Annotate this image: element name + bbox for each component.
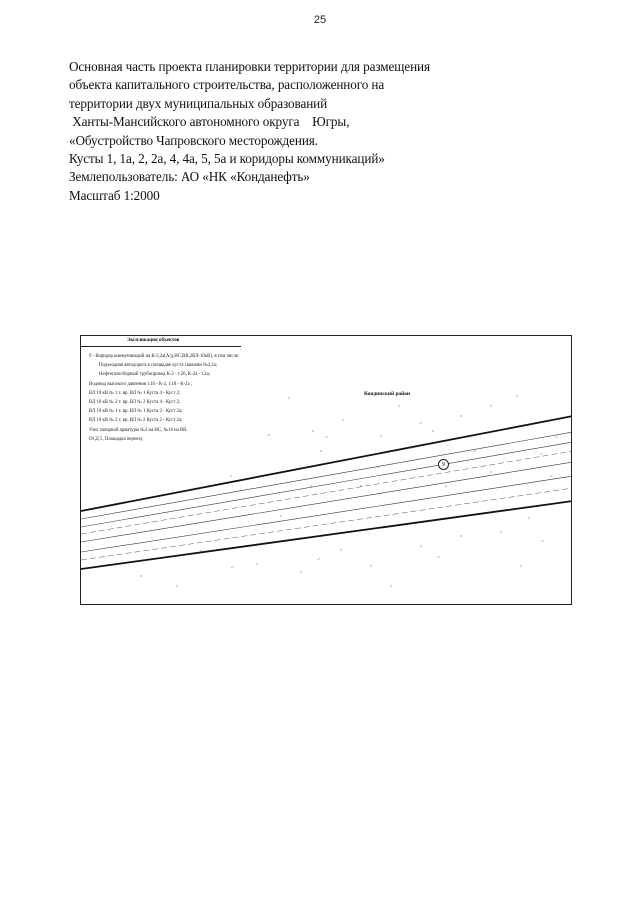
legend-item: Водовод высокого давления т.16 - К-2, т.18 - К-2а ; xyxy=(89,381,193,387)
communication-line xyxy=(81,432,572,519)
header-line: Кусты 1, 1а, 2, 2а, 4, 4а, 5, 5а и коридоры коммуникаций» xyxy=(69,151,385,167)
communication-line xyxy=(81,488,572,560)
legend-item: ВЛ 10 кВ № 1 т. вр. ВЛ № 1 Куста 4 - Куст 2; xyxy=(89,390,181,396)
page-number: 25 xyxy=(313,14,327,26)
legend-divider xyxy=(81,346,241,347)
legend-item: Узел запорной арматуры №3 на НС, №16 на ВВ, xyxy=(89,427,188,433)
header-line: Основная часть проекта планировки территории для размещения xyxy=(69,59,430,74)
corridor-boundary-lower xyxy=(81,501,572,569)
legend-item: ОСД 5, Площадка переезд xyxy=(89,436,143,442)
document-header xyxy=(69,58,429,205)
object-legend xyxy=(89,352,239,444)
planning-map xyxy=(80,335,572,605)
legend-item: ВЛ 10 кВ № 2 т. вр. ВЛ № 2 Куста 4 - Куст 2; xyxy=(89,400,181,406)
header-line: объекта капитального строительства, расположенного на xyxy=(69,77,385,93)
object-number-marker: 9 xyxy=(438,459,449,470)
communication-line xyxy=(81,462,572,542)
legend-item: ВЛ 10 кВ № 1 т. вр. ВЛ № 1 Куста 2 - Куст 2а; xyxy=(89,409,183,415)
legend-item: ВЛ 10 кВ № 2 т. вр. ВЛ № 2 Куста 2 - Куст 2а; xyxy=(89,418,183,424)
header-line: Ханты-Мансийского автономного округа Югры, xyxy=(69,114,350,130)
legend-item: Подъездная автодорога к площадке куста скважин №2,2а; xyxy=(99,363,218,369)
header-line: «Обустройство Чапровского месторождения. xyxy=(69,132,318,148)
header-line: территории двух муниципальных образований xyxy=(69,95,328,111)
legend-item: Нефтегазосборный трубопровод К-2 - т.26, К-2а - т.2а; xyxy=(99,372,211,378)
district-label: Кондинский район xyxy=(364,391,411,397)
header-line: Масштаб 1:2000 xyxy=(69,187,160,203)
terrain-marks xyxy=(231,422,558,568)
legend-title: Экспликация объектов xyxy=(127,338,180,343)
legend-item: 9 - Коридор коммуникаций на К-2,2а(А/д,НС,ВВ,2ВЛ-10кВ), в том числе: xyxy=(89,354,240,359)
header-line: Землепользователь: АО «НК «Конданефть» xyxy=(69,169,310,185)
